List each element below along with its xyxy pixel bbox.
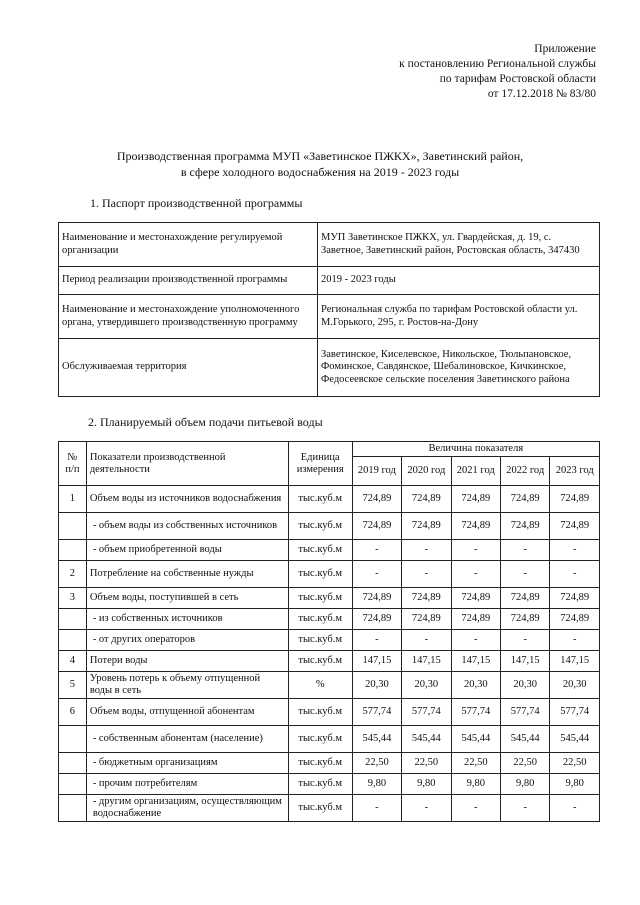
- row-value: -: [451, 630, 500, 651]
- row-num: [59, 795, 87, 822]
- section-heading-passport: 1. Паспорт производственной программы: [90, 196, 303, 210]
- row-value: -: [501, 540, 550, 561]
- row-value: -: [550, 630, 600, 651]
- row-indicator: Объем воды, поступившей в сеть: [86, 588, 288, 609]
- header-indicator: Показатели производственной деятельности: [86, 442, 288, 486]
- table-header-row: [59, 442, 600, 457]
- section-heading-volume: 2. Планируемый объем подачи питьевой воды: [88, 415, 323, 429]
- row-value: -: [352, 630, 401, 651]
- water-volume-table: [58, 441, 600, 822]
- row-value: -: [451, 795, 500, 822]
- row-value: 724,89: [352, 588, 401, 609]
- row-value: 577,74: [352, 699, 401, 726]
- row-indicator: Потребление на собственные нужды: [86, 561, 288, 588]
- passport-row: [59, 295, 600, 339]
- appendix-line: от 17.12.2018 № 83/80: [487, 88, 596, 100]
- row-unit: тыс.куб.м: [288, 795, 352, 822]
- row-indicator: Объем воды из источников водоснабжения: [86, 486, 288, 513]
- row-unit: тыс.куб.м: [288, 753, 352, 774]
- row-num: [59, 630, 87, 651]
- table-row: [59, 630, 600, 651]
- row-value: -: [352, 795, 401, 822]
- passport-row: [59, 339, 600, 397]
- appendix-line: к постановлению Региональной службы: [399, 58, 596, 70]
- row-value: 724,89: [550, 486, 600, 513]
- row-unit: тыс.куб.м: [288, 651, 352, 672]
- row-value: 545,44: [352, 726, 401, 753]
- passport-label: Наименование и местонахождение регулируемой организации: [59, 223, 318, 267]
- appendix-line: по тарифам Ростовской области: [439, 73, 596, 85]
- row-value: 9,80: [402, 774, 451, 795]
- passport-label: Наименование и местонахождение уполномоченного органа, утвердившего производственную программу: [59, 295, 318, 339]
- row-value: 20,30: [451, 672, 500, 699]
- row-num: 1: [59, 486, 87, 513]
- row-value: -: [402, 561, 451, 588]
- table-row: [59, 726, 600, 753]
- table-row: [59, 486, 600, 513]
- row-value: -: [550, 540, 600, 561]
- row-value: 147,15: [550, 651, 600, 672]
- passport-value: Заветинское, Киселевское, Никольское, Тюльпановское, Фоминское, Савдянское, Шебалиновское, Кичкинское, Федосеевское сельские поселения Заветинского района: [318, 339, 600, 397]
- table-row: [59, 609, 600, 630]
- row-value: 724,89: [550, 609, 600, 630]
- row-value: -: [451, 540, 500, 561]
- row-value: 9,80: [352, 774, 401, 795]
- row-unit: тыс.куб.м: [288, 486, 352, 513]
- row-value: -: [402, 795, 451, 822]
- row-value: 724,89: [550, 588, 600, 609]
- row-value: 22,50: [451, 753, 500, 774]
- row-num: 2: [59, 561, 87, 588]
- row-value: 9,80: [501, 774, 550, 795]
- row-value: 724,89: [352, 513, 401, 540]
- row-indicator: - объем приобретенной воды: [86, 540, 288, 561]
- row-value: 724,89: [402, 609, 451, 630]
- passport-label: Обслуживаемая территория: [59, 339, 318, 397]
- row-value: 724,89: [501, 513, 550, 540]
- row-value: 724,89: [451, 486, 500, 513]
- header-num: № п/п: [59, 442, 87, 486]
- header-year: 2021 год: [451, 457, 500, 486]
- title-line: Производственная программа МУП «Заветинское ПЖКХ», Заветинский район,: [116, 149, 524, 163]
- row-indicator: Потери воды: [86, 651, 288, 672]
- row-value: -: [402, 540, 451, 561]
- appendix-line: Приложение: [534, 43, 596, 55]
- row-num: [59, 753, 87, 774]
- header-year: 2022 год: [501, 457, 550, 486]
- row-value: 724,89: [501, 486, 550, 513]
- table-row: [59, 699, 600, 726]
- row-unit: тыс.куб.м: [288, 774, 352, 795]
- row-value: 724,89: [451, 609, 500, 630]
- table-row: [59, 672, 600, 699]
- passport-value: 2019 - 2023 годы: [318, 267, 600, 295]
- row-num: 5: [59, 672, 87, 699]
- header-year: 2020 год: [402, 457, 451, 486]
- table-row: [59, 513, 600, 540]
- row-value: 724,89: [501, 588, 550, 609]
- header-value-group: Величина показателя: [352, 442, 599, 457]
- table-row: [59, 540, 600, 561]
- row-unit: тыс.куб.м: [288, 561, 352, 588]
- table-row: [59, 561, 600, 588]
- row-indicator: - прочим потребителям: [86, 774, 288, 795]
- row-value: 577,74: [501, 699, 550, 726]
- row-unit: тыс.куб.м: [288, 540, 352, 561]
- row-value: 22,50: [352, 753, 401, 774]
- row-value: -: [501, 630, 550, 651]
- row-indicator: - другим организациям, осуществляющим водоснабжение: [86, 795, 288, 822]
- row-value: 20,30: [352, 672, 401, 699]
- row-indicator: Объем воды, отпущенной абонентам: [86, 699, 288, 726]
- passport-row: [59, 223, 600, 267]
- table-row: [59, 774, 600, 795]
- passport-row: [59, 267, 600, 295]
- row-value: 545,44: [451, 726, 500, 753]
- row-value: 545,44: [550, 726, 600, 753]
- row-indicator: - бюджетным организациям: [86, 753, 288, 774]
- row-value: 577,74: [451, 699, 500, 726]
- row-value: 724,89: [451, 588, 500, 609]
- table-row: [59, 588, 600, 609]
- row-value: 724,89: [451, 513, 500, 540]
- row-value: 20,30: [550, 672, 600, 699]
- row-num: [59, 726, 87, 753]
- row-value: 147,15: [352, 651, 401, 672]
- row-value: 724,89: [402, 513, 451, 540]
- row-unit: тыс.куб.м: [288, 726, 352, 753]
- table-row: [59, 753, 600, 774]
- row-value: 9,80: [550, 774, 600, 795]
- row-unit: %: [288, 672, 352, 699]
- row-value: -: [451, 561, 500, 588]
- row-indicator: - объем воды из собственных источников: [86, 513, 288, 540]
- row-unit: тыс.куб.м: [288, 609, 352, 630]
- document-title: [0, 148, 640, 180]
- row-value: -: [550, 795, 600, 822]
- row-value: -: [501, 795, 550, 822]
- row-value: 9,80: [451, 774, 500, 795]
- row-value: 147,15: [451, 651, 500, 672]
- header-year: 2023 год: [550, 457, 600, 486]
- row-value: 22,50: [501, 753, 550, 774]
- row-indicator: Уровень потерь к объему отпущенной воды в сеть: [86, 672, 288, 699]
- passport-value: Региональная служба по тарифам Ростовской области ул. М.Горького, 295, г. Ростов-на-Дону: [318, 295, 600, 339]
- row-value: -: [352, 540, 401, 561]
- passport-label: Период реализации производственной программы: [59, 267, 318, 295]
- row-value: 724,89: [402, 486, 451, 513]
- table-row: [59, 651, 600, 672]
- row-value: 147,15: [402, 651, 451, 672]
- row-value: 577,74: [550, 699, 600, 726]
- row-unit: тыс.куб.м: [288, 513, 352, 540]
- table-row: [59, 795, 600, 822]
- row-value: 545,44: [402, 726, 451, 753]
- row-num: 3: [59, 588, 87, 609]
- row-value: 724,89: [352, 609, 401, 630]
- row-value: 545,44: [501, 726, 550, 753]
- row-num: [59, 540, 87, 561]
- row-value: 20,30: [501, 672, 550, 699]
- row-value: 22,50: [402, 753, 451, 774]
- row-value: 20,30: [402, 672, 451, 699]
- row-num: [59, 774, 87, 795]
- row-value: -: [352, 561, 401, 588]
- row-value: 22,50: [550, 753, 600, 774]
- row-num: 4: [59, 651, 87, 672]
- appendix-header: [399, 42, 596, 102]
- row-value: -: [501, 561, 550, 588]
- row-value: 724,89: [501, 609, 550, 630]
- row-unit: тыс.куб.м: [288, 588, 352, 609]
- title-line: в сфере холодного водоснабжения на 2019 - 2023 годы: [180, 165, 460, 179]
- passport-table: [58, 222, 600, 397]
- row-indicator: - собственным абонентам (население): [86, 726, 288, 753]
- row-value: 724,89: [402, 588, 451, 609]
- row-unit: тыс.куб.м: [288, 699, 352, 726]
- row-value: 724,89: [352, 486, 401, 513]
- row-value: 724,89: [550, 513, 600, 540]
- row-num: [59, 513, 87, 540]
- row-unit: тыс.куб.м: [288, 630, 352, 651]
- row-indicator: - из собственных источников: [86, 609, 288, 630]
- row-value: 147,15: [501, 651, 550, 672]
- row-num: [59, 609, 87, 630]
- row-value: -: [402, 630, 451, 651]
- passport-value: МУП Заветинское ПЖКХ, ул. Гвардейская, д. 19, с. Заветное, Заветинский район, Ростовская область, 347430: [318, 223, 600, 267]
- row-value: 577,74: [402, 699, 451, 726]
- row-num: 6: [59, 699, 87, 726]
- header-unit: Единица измерения: [288, 442, 352, 486]
- row-indicator: - от других операторов: [86, 630, 288, 651]
- row-value: -: [550, 561, 600, 588]
- header-year: 2019 год: [352, 457, 401, 486]
